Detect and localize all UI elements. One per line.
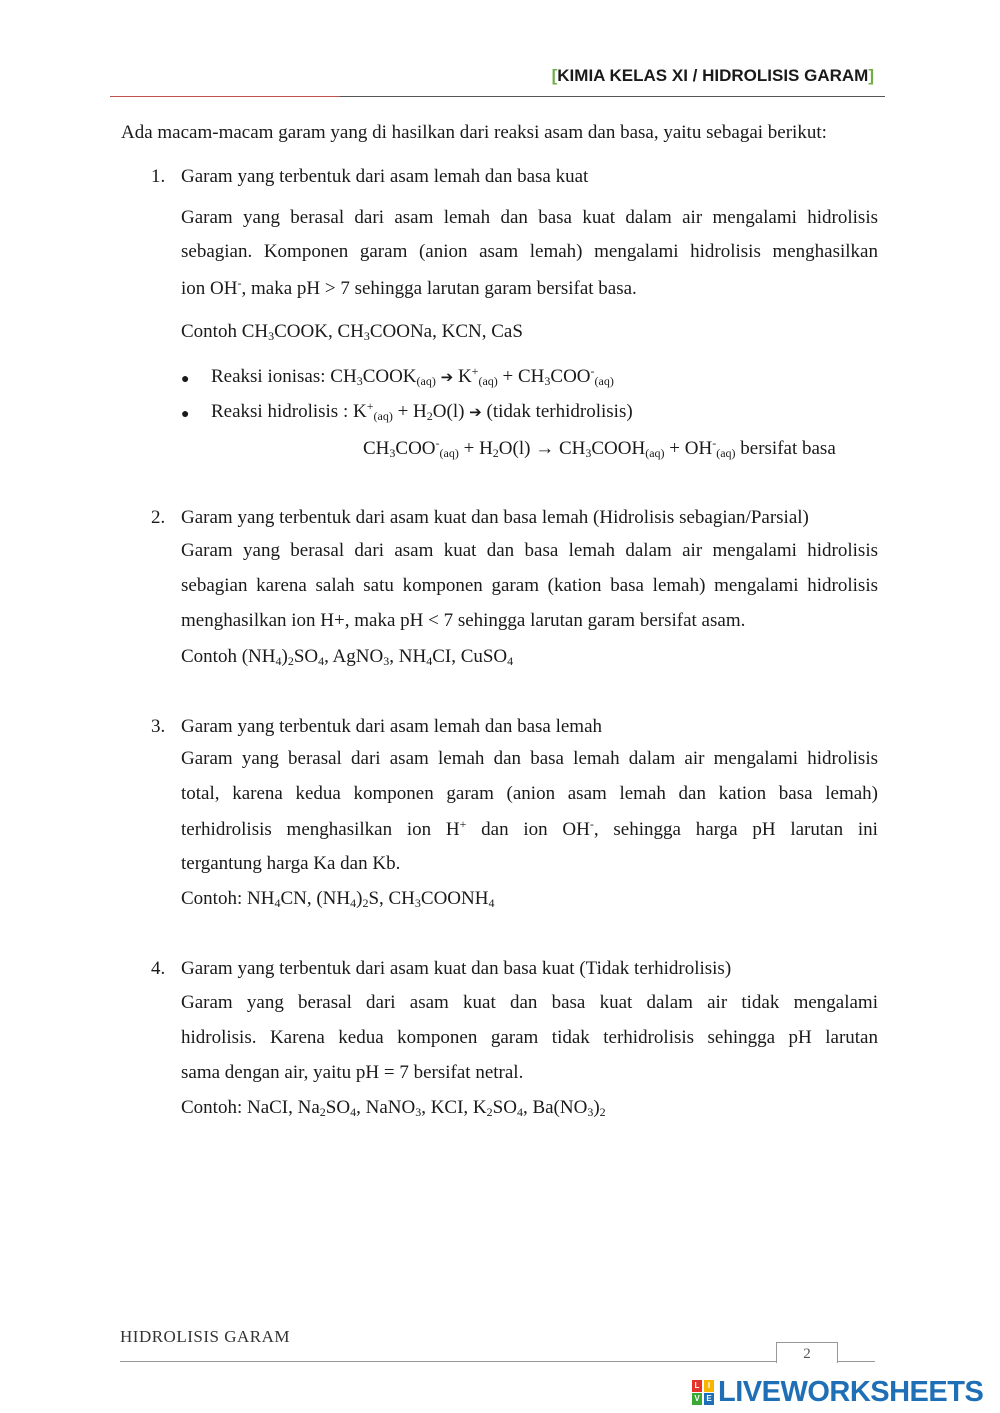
section-2-heading: Garam yang terbentuk dari asam kuat dan basa lemah (Hidrolisis sebagian/Parsial) bbox=[181, 507, 809, 528]
section-3-example: Contoh: $NH_4CN$, $(NH_4)_2S$, $CH_3COONH_4$ bbox=[181, 888, 495, 910]
reaction-ionization: Reaksi ionisas: $CH_3COOK_{(aq)}$ ➔ $K^+_{(aq)} + CH_3COO^-_{(aq)}$ bbox=[211, 364, 614, 388]
section-4-number: 4. bbox=[151, 958, 166, 979]
section-1-example: Contoh $CH_3COOK$, $CH_3COONa$, KCN, CaS bbox=[181, 321, 523, 343]
section-2-number: 2. bbox=[151, 507, 166, 528]
section-2-example: Contoh $(NH_4)_2SO_4$, AgNO$_3$, $NH_4CI$, CuSO$_4$ bbox=[181, 646, 514, 668]
section-1-body-line-3: ion OH-, maka pH > 7 sehingga larutan garam bersifat basa. bbox=[181, 276, 637, 299]
section-4-body-line-2: hidrolisis. Karena kedua komponen garam tidak terhidrolisis sehingga pH larutan bbox=[181, 1027, 878, 1048]
section-3-heading: Garam yang terbentuk dari asam lemah dan basa lemah bbox=[181, 716, 602, 737]
intro-text: Ada macam-macam garam yang di hasilkan dari reaksi asam dan basa, yaitu sebagai berikut: bbox=[121, 122, 827, 143]
header-title: [KIMIA KELAS XI / HIDROLISIS GARAM] bbox=[551, 66, 874, 85]
liveworksheets-text: LIVEWORKSHEETS bbox=[718, 1375, 984, 1408]
section-1-number: 1. bbox=[151, 166, 166, 187]
bullet-icon: ● bbox=[181, 407, 190, 422]
section-4-body-line-1: Garam yang berasal dari asam kuat dan basa kuat dalam air tidak mengalami bbox=[181, 992, 878, 1013]
section-1-body-line-1: Garam yang berasal dari asam lemah dan basa kuat dalam air mengalami hidrolisis bbox=[181, 207, 878, 228]
liveworksheets-logo-icon: L I V E bbox=[692, 1378, 716, 1406]
reaction-hydrolysis-2: $CH_3COO^-_{(aq)} + H_2O(l)$ → $CH_3COOH_{(aq)} + OH^-_{(aq)}$ bersifat basa bbox=[363, 436, 836, 460]
section-4-heading: Garam yang terbentuk dari asam kuat dan basa kuat (Tidak terhidrolisis) bbox=[181, 958, 732, 979]
section-1-heading: Garam yang terbentuk dari asam lemah dan basa kuat bbox=[181, 166, 589, 187]
arrow-right-icon: ➔ bbox=[469, 403, 482, 421]
section-3-number: 3. bbox=[151, 716, 166, 737]
section-3-body-line-2: total, karena kedua komponen garam (anion asam lemah dan kation basa lemah) bbox=[181, 783, 878, 804]
page-number: 2 bbox=[776, 1342, 838, 1363]
section-3-body-line-1: Garam yang berasal dari asam lemah dan basa lemah dalam air mengalami hidrolisis bbox=[181, 748, 878, 769]
section-2-body-line-2: sebagian karena salah satu komponen garam (kation basa lemah) mengalami hidrolisis bbox=[181, 575, 878, 596]
section-3-body-line-3: terhidrolisis menghasilkan ion H+ dan ion OH-, sehingga harga pH larutan ini bbox=[181, 817, 878, 840]
liveworksheets-watermark[interactable] bbox=[692, 1375, 983, 1409]
header-divider-accent bbox=[110, 96, 340, 97]
section-4-body-line-3: sama dengan air, yaitu pH = 7 bersifat netral. bbox=[181, 1062, 524, 1083]
reaction-hydrolysis: Reaksi hidrolisis : $K^+_{(aq)} + H_2O(l)$ ➔ (tidak terhidrolisis) bbox=[211, 399, 633, 423]
section-4-example: Contoh: NaCI, $Na_2SO_4$, NaNO$_3$, KCI, $K_2SO_4$, $Ba(NO_3)_2$ bbox=[181, 1097, 606, 1119]
bullet-icon: ● bbox=[181, 372, 190, 387]
footer-divider bbox=[120, 1361, 875, 1362]
section-2-body-line-3: menghasilkan ion H+, maka pH < 7 sehingga larutan garam bersifat asam. bbox=[181, 610, 746, 631]
section-2-body-line-1: Garam yang berasal dari asam kuat dan basa lemah dalam air mengalami hidrolisis bbox=[181, 540, 878, 561]
section-3-body-line-4: tergantung harga Ka dan Kb. bbox=[181, 853, 401, 874]
section-1-body-line-2: sebagian. Komponen garam (anion asam lemah) mengalami hidrolisis menghasilkan bbox=[181, 241, 878, 262]
footer-title: HIDROLISIS GARAM bbox=[120, 1327, 290, 1346]
arrow-right-icon: ➔ bbox=[440, 368, 454, 386]
